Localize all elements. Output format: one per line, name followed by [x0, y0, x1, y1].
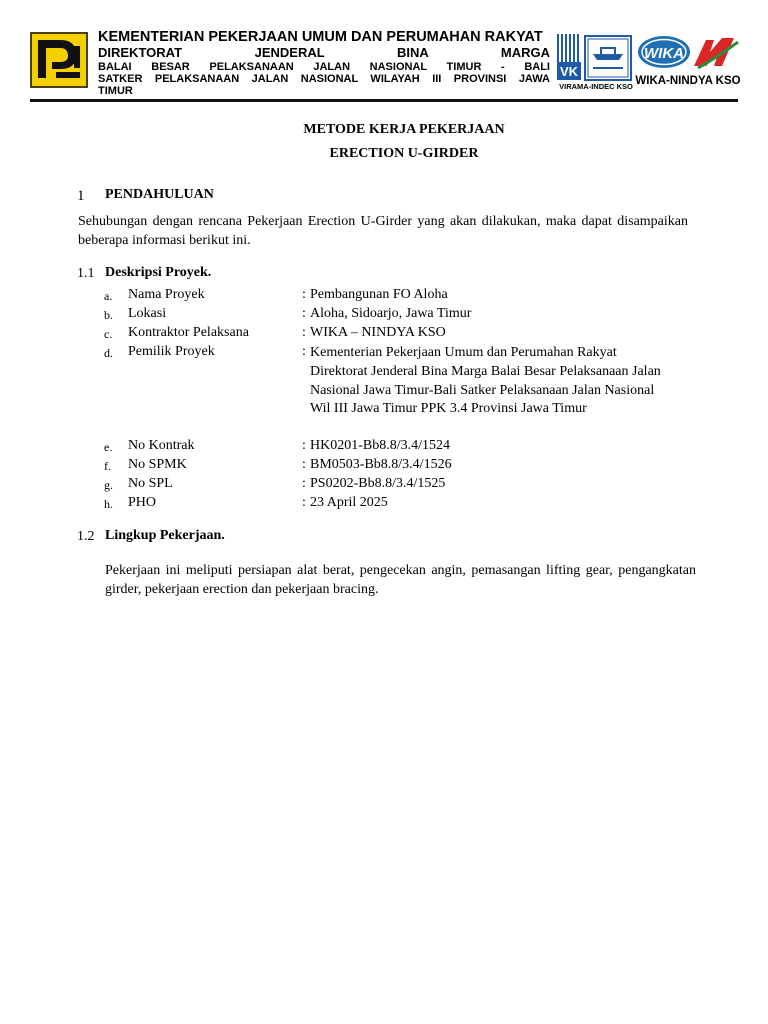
list-item-letter: e.	[104, 440, 113, 454]
project-description-list	[104, 287, 704, 514]
ministry-name: KEMENTERIAN PEKERJAAN UMUM DAN PERUMAHAN RAKYAT	[98, 29, 543, 45]
wika-logo-mark: WIKA	[644, 45, 684, 62]
list-item	[104, 306, 704, 325]
list-item-colon: :	[302, 325, 306, 340]
list-item	[104, 476, 704, 495]
list-item	[104, 344, 704, 438]
satker-name: SATKER PELAKSANAAN JALAN NASIONAL WILAYAH III PROVINSI JAWA	[98, 73, 550, 85]
list-item-letter: c.	[104, 327, 113, 341]
directorate-name: DIREKTORAT JENDERAL BINA MARGA	[98, 45, 550, 60]
section-1-heading: PENDAHULUAN	[105, 187, 214, 202]
document-title: METODE KERJA PEKERJAAN	[303, 122, 505, 137]
vk-logo-caption: VIRAMA-INDEC KSO	[559, 82, 633, 91]
list-item-letter: h.	[104, 497, 113, 511]
list-item-value: PS0202-Bb8.8/3.4/1525	[310, 476, 446, 491]
section-1-2-heading: Lingkup Pekerjaan.	[105, 528, 225, 543]
list-item-label: No SPL	[128, 476, 173, 491]
letterhead-divider	[30, 99, 738, 102]
list-item-value: WIKA – NINDYA KSO	[310, 325, 446, 340]
list-item-colon: :	[302, 495, 306, 510]
kso-logo-caption: WIKA-NINDYA KSO	[635, 75, 741, 87]
list-item-value: Kementerian Pekerjaan Umum dan Perumahan Rakyat Direktorat Jenderal Bina Marga Balai Besar Pelaksanaan Jalan Nasional Jawa Timur-Bali Satker Pelaksanaan Jalan Nasional Wil III Jawa Timur PPK 3.4 Provinsi Jawa Timur	[310, 345, 661, 417]
wika-nindya-logo	[636, 34, 740, 80]
list-item-letter: f.	[104, 459, 111, 473]
section-1-intro: Sehubungan dengan rencana Pekerjaan Erection U-Girder yang akan dilakukan, maka dapat disampaikan beberapa informasi berikut ini.	[78, 214, 688, 248]
list-item	[104, 438, 704, 457]
list-item	[104, 287, 704, 306]
list-item-letter: b.	[104, 308, 113, 322]
list-item	[104, 495, 704, 514]
list-item-colon: :	[302, 306, 306, 321]
section-1-2-number: 1.2	[77, 529, 95, 544]
list-item-label: PHO	[128, 495, 157, 510]
list-item-colon: :	[302, 287, 306, 302]
section-1-2-body: Pekerjaan ini meliputi persiapan alat berat, pengecekan angin, pemasangan lifting gear, pengangkatan girder, pekerjaan erection dan pekerjaan bracing.	[105, 563, 696, 597]
satker-name-end: TIMUR	[98, 85, 133, 97]
list-item-value: HK0201-Bb8.8/3.4/1524	[310, 438, 450, 453]
list-item-label: Pemilik Proyek	[128, 344, 215, 359]
list-item-value: BM0503-Bb8.8/3.4/1526	[310, 457, 452, 472]
list-item-colon: :	[302, 476, 306, 491]
vk-logo-mark: VK	[559, 64, 579, 79]
section-1-1-heading: Deskripsi Proyek.	[105, 265, 212, 280]
section-1-1-number: 1.1	[77, 266, 95, 281]
list-item-value: Aloha, Sidoarjo, Jawa Timur	[310, 306, 472, 321]
list-item-letter: g.	[104, 478, 113, 492]
list-item-value: Pembangunan FO Aloha	[310, 287, 448, 302]
list-item-label: No Kontrak	[128, 438, 195, 453]
list-item-label: No SPMK	[128, 457, 187, 472]
balai-name: BALAI BESAR PELAKSANAAN JALAN NASIONAL TIMUR - BALI	[98, 61, 550, 73]
pu-ministry-logo	[30, 32, 88, 88]
list-item-letter: a.	[104, 289, 113, 303]
list-item	[104, 457, 704, 476]
list-item-colon: :	[302, 457, 306, 472]
list-item-value: 23 April 2025	[310, 495, 388, 510]
list-item	[104, 325, 704, 344]
list-item-colon: :	[302, 438, 306, 453]
list-item-letter: d.	[104, 346, 113, 360]
list-item-label: Nama Proyek	[128, 287, 205, 302]
list-item-colon: :	[302, 344, 306, 359]
list-item-label: Kontraktor Pelaksana	[128, 325, 249, 340]
list-item-label: Lokasi	[128, 306, 167, 321]
section-1-number: 1	[77, 188, 85, 204]
document-subtitle: ERECTION U-GIRDER	[329, 146, 479, 161]
